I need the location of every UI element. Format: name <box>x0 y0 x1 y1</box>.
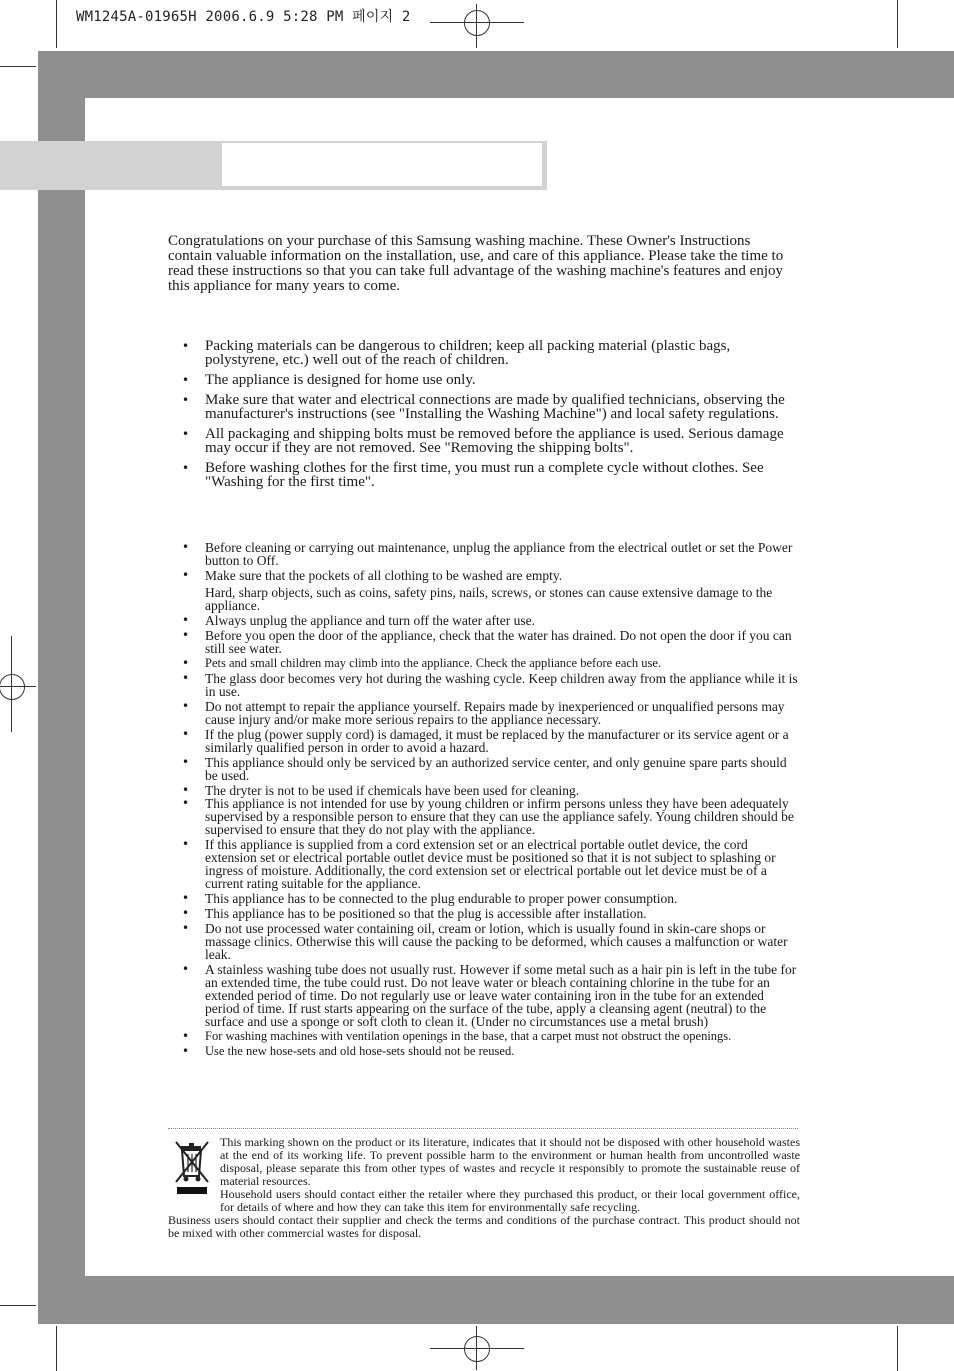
list-item: • This appliance is not intended for use by young children or infirm persons unless they have been adequately supervised by a responsible person to ensure that they can use the appliance safely. Young children should be supervised to ensure that they do not play with the appliance. <box>180 797 798 836</box>
list-item: • Do not use processed water containing oil, cream or lotion, which is usually found in skin-care shops or massage clinics. Otherwise this will cause the packing to be deformed, which causes a malfunction or water leak. <box>180 922 798 961</box>
section-title-box <box>222 143 542 186</box>
list-item: • The glass door becomes very hot during the washing cycle. Keep children away from the appliance while it is in use. <box>180 672 798 698</box>
list-item: • This appliance should only be serviced by an authorized service center, and only genuine spare parts should be used. <box>180 756 798 782</box>
list-item: Hard, sharp objects, such as coins, safety pins, nails, screws, or stones can cause extensive damage to the appliance. <box>205 585 773 613</box>
list-item: • All packaging and shipping bolts must be removed before the appliance is used. Serious damage may occur if they are not removed. See "Removing the shipping bolts". <box>180 427 798 455</box>
list-item: • Always unplug the appliance and turn off the water after use. <box>180 614 798 627</box>
list-item: • Packing materials can be dangerous to children; keep all packing material (plastic bags, polystyrene, etc.) well out of the reach of children. <box>180 339 798 367</box>
divider <box>168 1128 798 1129</box>
list-item: • Make sure that water and electrical connections are made by qualified technicians, observing the manufacturer's instructions (see "Installing the Washing Machine") and local safety regulations. <box>180 393 798 421</box>
list-item: • For washing machines with ventilation openings in the base, that a carpet must not obstruct the openings. <box>180 1030 798 1043</box>
list-item: • Do not attempt to repair the appliance yourself. Repairs made by inexperienced or unqualified persons may cause injury and/or make more serious repairs to the appliance necessary. <box>180 700 798 726</box>
installation-warnings-list <box>180 339 798 495</box>
list-item: • Before you open the door of the appliance, check that the water has drained. Do not open the door if you can still see water. <box>180 629 798 655</box>
list-item: • The dryter is not to be used if chemicals have been used for cleaning. <box>180 784 798 797</box>
list-item: • Use the new hose-sets and old hose-sets should not be reused. <box>180 1045 798 1058</box>
list-item: • Pets and small children may climb into the appliance. Check the appliance before each use. <box>180 657 798 670</box>
list-item: • A stainless washing tube does not usually rust. However if some metal such as a hair pin is left in the tube for an extended time, the tube could rust. Do not leave water or bleach containing chlorine in the tube for an extended period of time. Do not regularly use or leave water containing iron in the tube for an extended period of time. If rust starts appearing on the surface of the tube, apply a cleansing agent (neutral) to the surface and use a sponge or soft cloth to clean it. (Under no circumstances use a metal brush) <box>180 963 798 1028</box>
weee-paragraph: Household users should contact either the retailer where they purchased this product, or their local government office, for details of where and how they can take this item for environmentally safe recycling. <box>220 1187 800 1214</box>
print-header: WM1245A-01965H 2006.6.9 5:28 PM 페이지 2 <box>76 9 411 25</box>
weee-paragraph: This marking shown on the product or its literature, indicates that it should not be disposed with other household wastes at the end of its working life. To prevent possible harm to the environment or human health from uncontrolled waste disposal, please separate this from other types of wastes and recycle it responsibly to promote the sustainable reuse of material resources. <box>220 1135 800 1188</box>
list-item: • This appliance has to be positioned so that the plug is accessible after installation. <box>180 907 798 920</box>
intro-paragraph: Congratulations on your purchase of this Samsung washing machine. These Owner's Instructions contain valuable information on the installation, use, and care of this appliance. Please take the time to read these instructions so that you can take full advantage of the washing machine's features and enjoy this appliance for many years to come. <box>168 233 784 294</box>
list-item: • The appliance is designed for home use only. <box>180 373 798 387</box>
list-item: • If this appliance is supplied from a cord extension set or an electrical portable outlet device, the cord extension set or electrical portable outlet device must be positioned so that it is not subject to splashing or ingress of moisture. Additionally, the cord extension set or electrical portable out let device must be of a current rating suitable for the appliance. <box>180 838 798 890</box>
list-item: • Make sure that the pockets of all clothing to be washed are empty. <box>180 569 798 582</box>
list-item: • Before washing clothes for the first time, you must run a complete cycle without clothes. See "Washing for the first time". <box>180 461 798 489</box>
list-item: • If the plug (power supply cord) is damaged, it must be replaced by the manufacturer or its service agent or a similarly qualified person in order to avoid a hazard. <box>180 728 798 754</box>
safety-warnings-list <box>180 541 798 1060</box>
list-item: • Before cleaning or carrying out maintenance, unplug the appliance from the electrical outlet or set the Power button to Off. <box>180 541 798 567</box>
weee-paragraph: Business users should contact their supplier and check the terms and conditions of the purchase contract. This product should not be mixed with other commercial wastes for disposal. <box>168 1213 800 1240</box>
weee-disposal-notice <box>168 1136 800 1240</box>
list-item: • This appliance has to be connected to the plug endurable to proper power consumption. <box>180 892 798 905</box>
